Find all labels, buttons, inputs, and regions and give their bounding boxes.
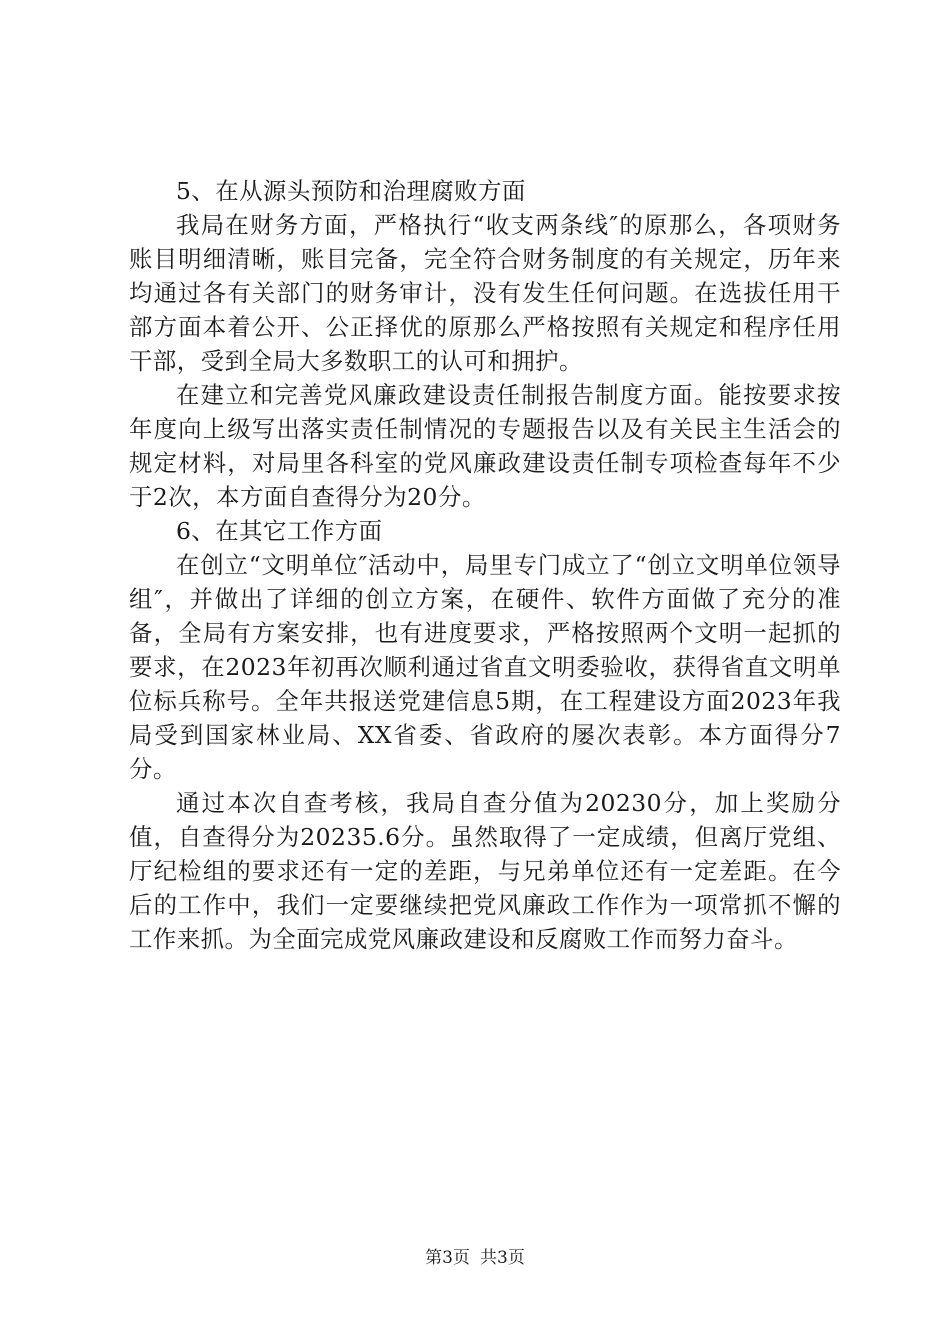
document-body	[129, 174, 841, 956]
paragraph-summary: 通过本次自查考核，我局自查分值为20230分，加上奖励分值，自查得分为20235.6分。虽然取得了一定成绩，但离厅党组、厅纪检组的要求还有一定的差距，与兄弟单位还有一定差距。在今后的工作中，我们一定要继续把党风廉政工作作为一项常抓不懈的工作来抓。为全面完成党风廉政建设和反腐败工作而努力奋斗。	[129, 789, 841, 953]
section-heading-5: 5、在从源头预防和治理腐败方面	[176, 177, 526, 205]
paragraph-finance: 我局在财务方面，严格执行“收支两条线″的原那么，各项财务账目明细清晰，账目完备，完全符合财务制度的有关规定，历年来均通过各有关部门的财务审计，没有发生任何问题。在选拔任用干部方面本着公开、公正择优的原那么严格按照有关规定和程序任用干部，受到全局大多数职工的认可和拥护。	[129, 211, 841, 375]
page-number-total: 共3页	[480, 1248, 525, 1268]
page-footer	[0, 1246, 950, 1270]
page-number-current: 第3页	[425, 1248, 470, 1268]
paragraph-civilized-unit: 在创立“文明单位″活动中，局里专门成立了“创立文明单位领导组″，并做出了详细的创立方案，在硬件、软件方面做了充分的准备，全局有方案安排，也有进度要求，严格按照两个文明一起抓的要求，在2023年初再次顺利通过省直文明委验收，获得省直文明单位标兵称号。全年共报送党建信息5期，在工程建设方面2023年我局受到国家林业局、XX省委、省政府的屡次表彰。本方面得分7分。	[129, 551, 841, 783]
paragraph-responsibility: 在建立和完善党风廉政建设责任制报告制度方面。能按要求按年度向上级写出落实责任制情况的专题报告以及有关民主生活会的规定材料，对局里各科室的党风廉政建设责任制专项检查每年不少于2次，本方面自查得分为20分。	[129, 381, 841, 511]
section-heading-6: 6、在其它工作方面	[176, 517, 383, 545]
